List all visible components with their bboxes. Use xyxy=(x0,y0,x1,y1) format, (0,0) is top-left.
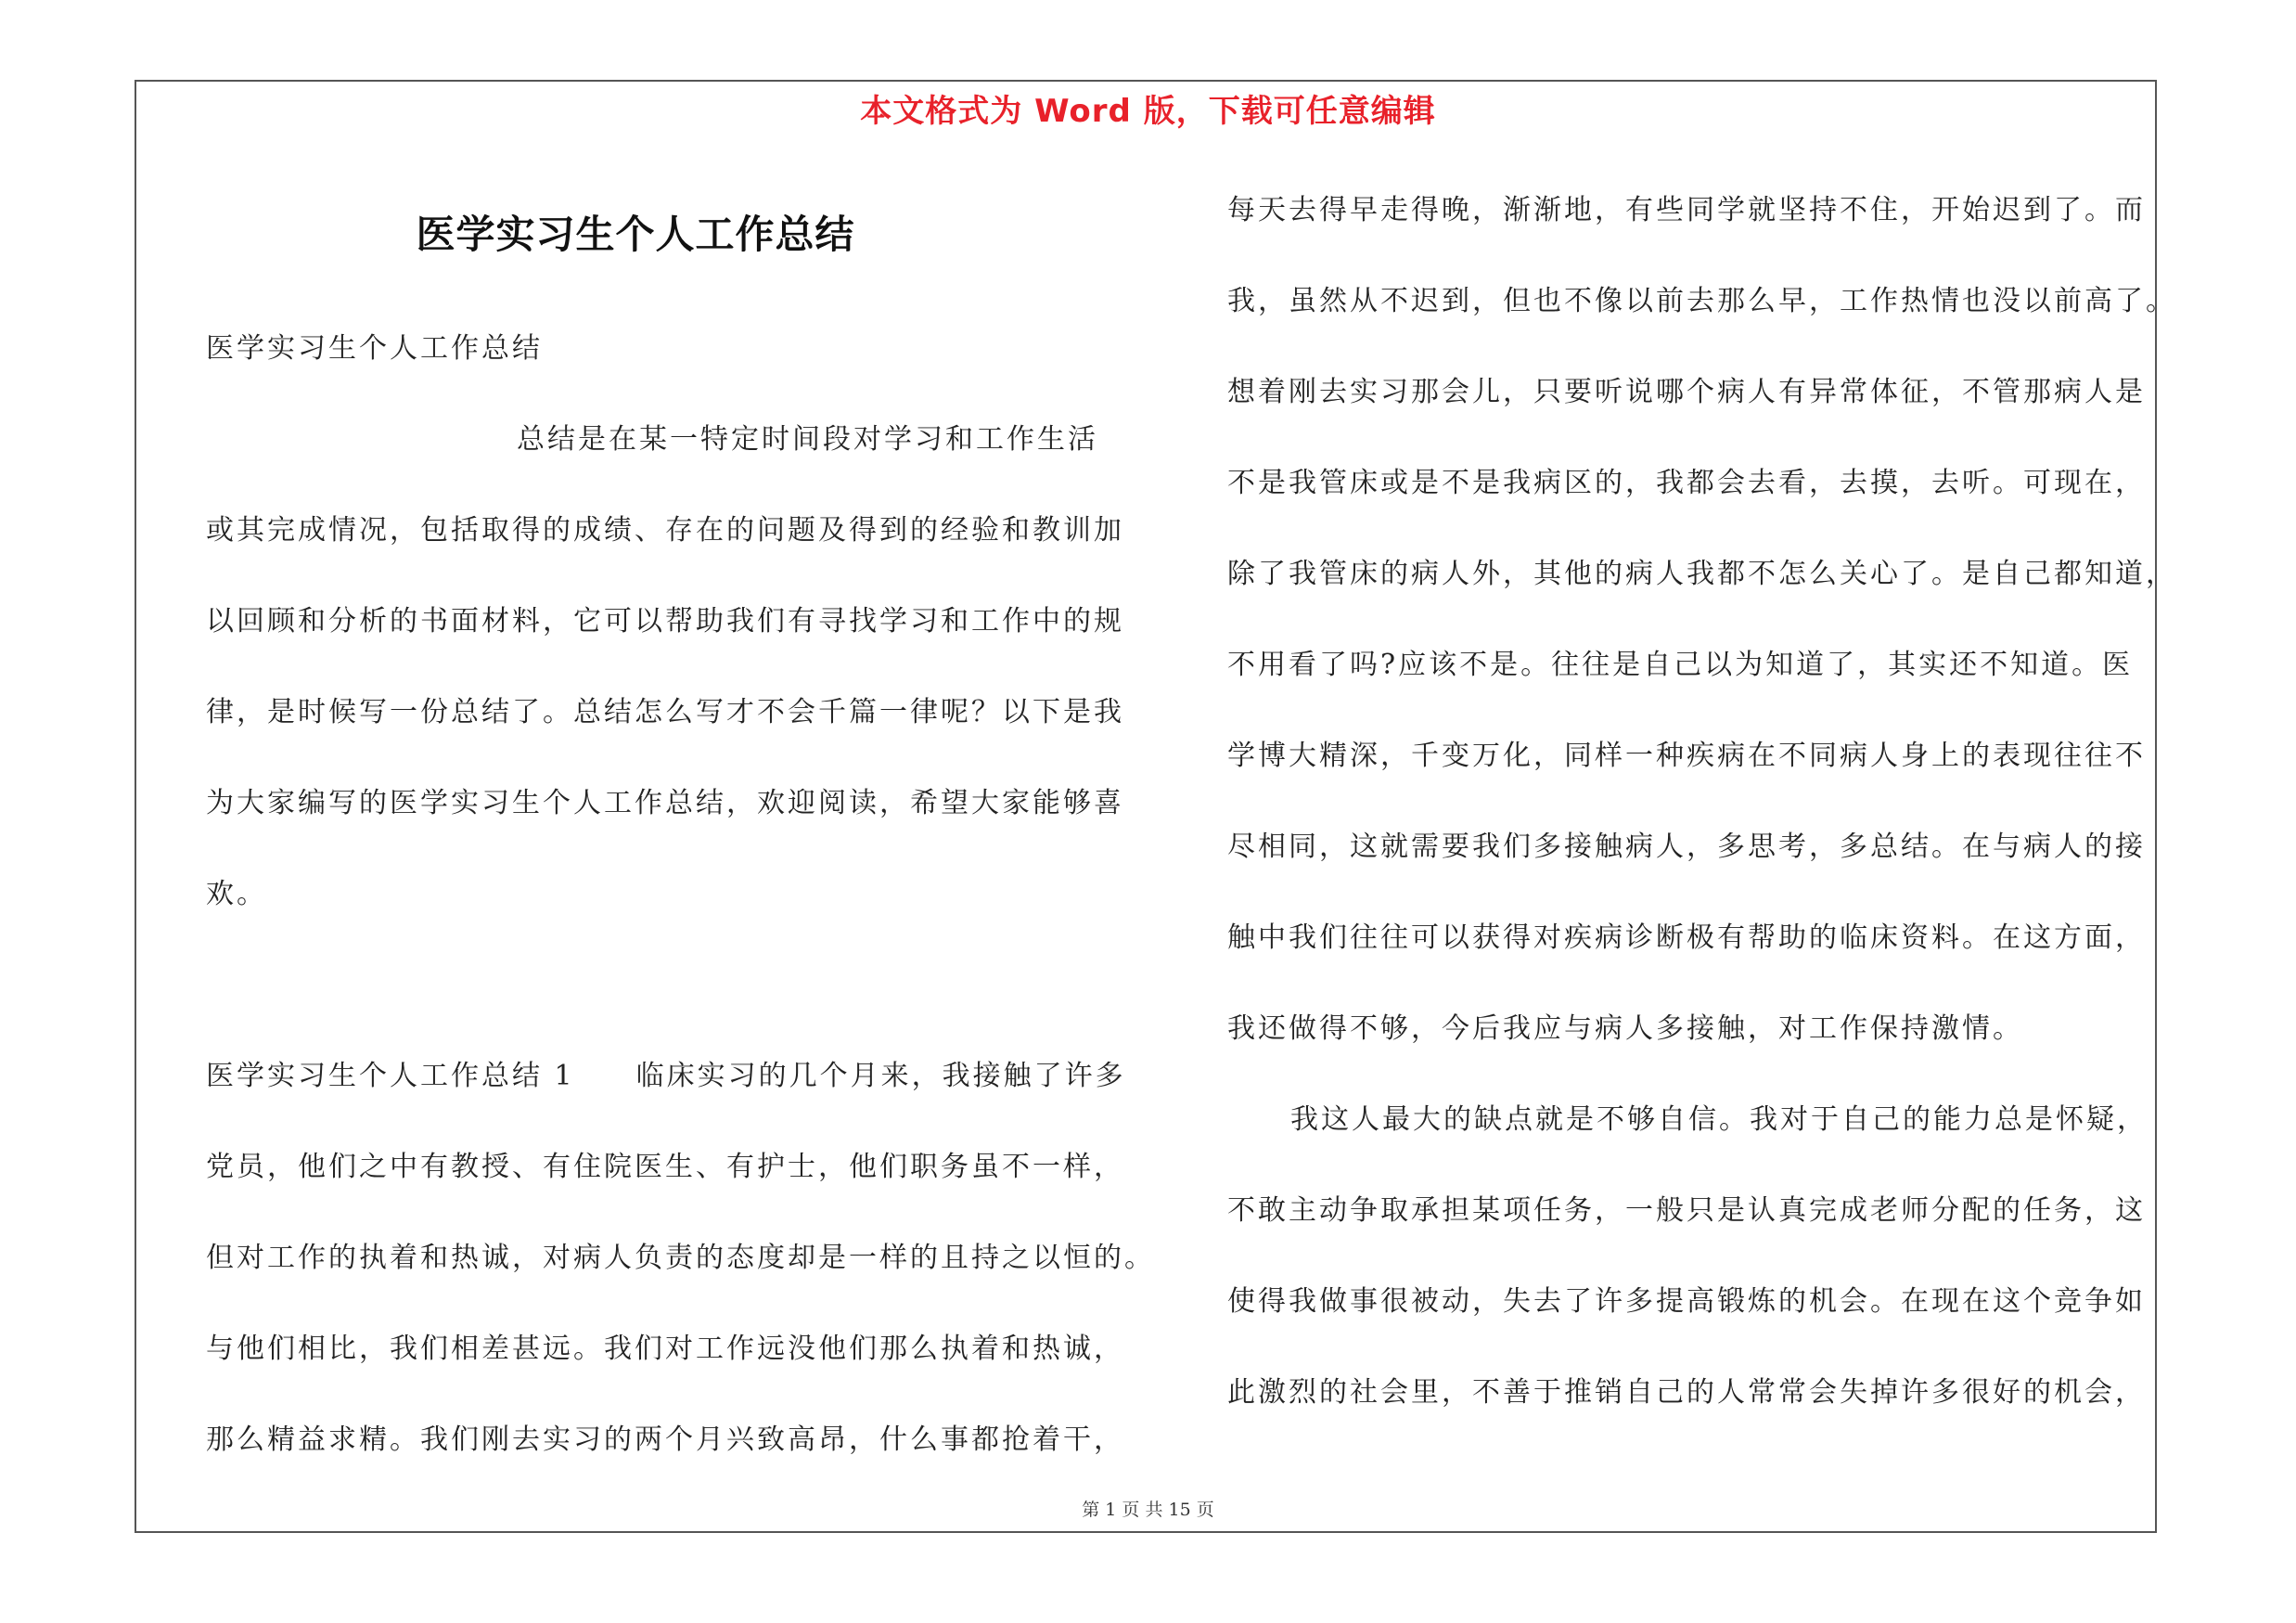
body-line: 学博大精深，千变万化，同样一种疾病在不同病人身上的表现往往不 xyxy=(1227,740,2146,772)
body-line: 每天去得早走得晚，渐渐地，有些同学就坚持不住，开始迟到了。而 xyxy=(1227,194,2146,226)
subtitle: 医学实习生个人工作总结 xyxy=(206,332,543,365)
body-line: 那么精益求精。我们刚去实习的两个月兴致高昂，什么事都抢着干， xyxy=(206,1423,1124,1456)
body-line: 我，虽然从不迟到，但也不像以前去那么早，工作热情也没以前高了。 xyxy=(1227,285,2176,317)
body-line: 尽相同，这就需要我们多接触病人，多思考，多总结。在与病人的接 xyxy=(1227,831,2146,863)
body-line: 医学实习生个人工作总结 1 临床实习的几个月来，我接触了许多 xyxy=(206,1060,1126,1092)
body-line: 使得我做事很被动，失去了许多提高锻炼的机会。在现在这个竞争如 xyxy=(1227,1285,2146,1318)
body-line: 我还做得不够，今后我应与病人多接触，对工作保持激情。 xyxy=(1227,1012,2023,1045)
page-number-footer: 第 1 页 共 15 页 xyxy=(1082,1500,1214,1520)
body-line: 但对工作的执着和热诚，对病人负责的态度却是一样的且持之以恒的。 xyxy=(206,1242,1155,1274)
intro-line: 或其完成情况，包括取得的成绩、存在的问题及得到的经验和教训加 xyxy=(206,514,1124,547)
body-line: 不敢主动争取承担某项任务，一般只是认真完成老师分配的任务，这 xyxy=(1227,1194,2146,1227)
intro-line: 律，是时候写一份总结了。总结怎么写才不会千篇一律呢？以下是我 xyxy=(206,696,1124,728)
left-column xyxy=(206,303,1155,1486)
body-line: 我这人最大的缺点就是不够自信。我对于自己的能力总是怀疑， xyxy=(1290,1103,2148,1136)
right-column xyxy=(1227,165,2176,1438)
body-line: 党员，他们之中有教授、有住院医生、有护士，他们职务虽不一样， xyxy=(206,1151,1124,1183)
body-line: 不是我管床或是不是我病区的，我都会去看，去摸，去听。可现在， xyxy=(1227,467,2146,499)
intro-line: 以回顾和分析的书面材料，它可以帮助我们有寻找学习和工作中的规 xyxy=(206,605,1124,638)
body-line: 此激烈的社会里，不善于推销自己的人常常会失掉许多很好的机会， xyxy=(1227,1376,2146,1409)
body-line: 不用看了吗?应该不是。往往是自己以为知道了，其实还不知道。医 xyxy=(1227,649,2134,681)
body-line: 想着刚去实习那会儿，只要听说哪个病人有异常体征，不管那病人是 xyxy=(1227,376,2146,408)
intro-line: 欢。 xyxy=(206,878,267,910)
body-line: 触中我们往往可以获得对疾病诊断极有帮助的临床资料。在这方面， xyxy=(1227,921,2146,954)
word-format-banner: 本文格式为 Word 版，下载可任意编辑 xyxy=(860,93,1436,130)
intro-line: 总结是在某一特定时间段对学习和工作生活 xyxy=(517,423,1098,456)
document-title: 医学实习生个人工作总结 xyxy=(416,212,855,257)
paragraph-gap xyxy=(206,940,1134,1031)
body-line: 除了我管床的病人外，其他的病人我都不怎么关心了。是自己都知道， xyxy=(1227,558,2176,590)
intro-line: 为大家编写的医学实习生个人工作总结，欢迎阅读，希望大家能够喜 xyxy=(206,787,1124,819)
body-line: 与他们相比，我们相差甚远。我们对工作远没他们那么执着和热诚， xyxy=(206,1333,1124,1365)
